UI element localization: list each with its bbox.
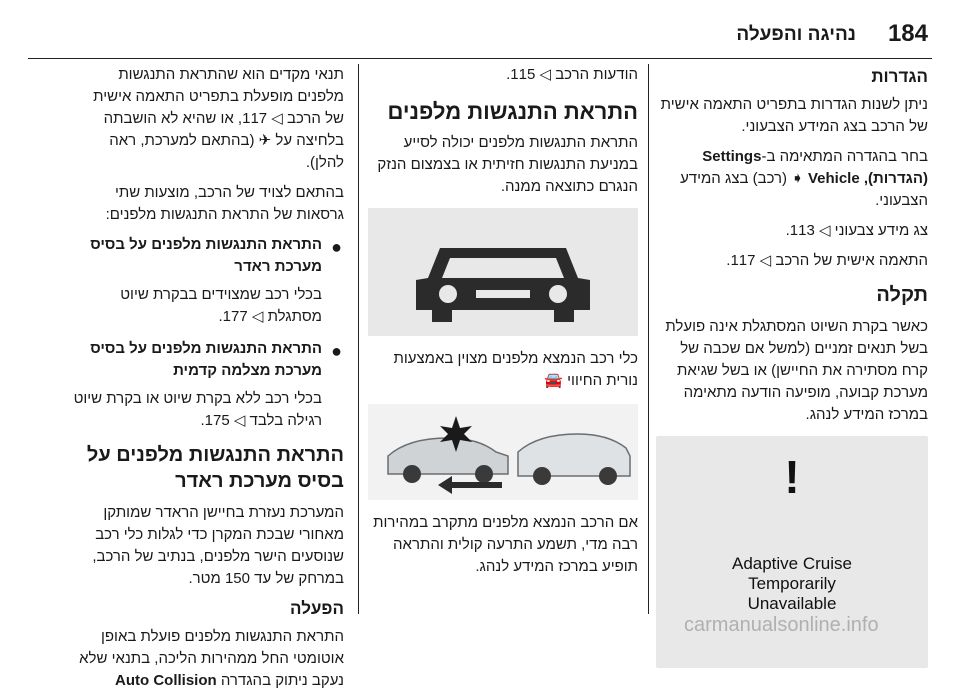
col3-intro	[72, 64, 344, 174]
list-item	[72, 234, 344, 328]
activation-heading: הפעלה	[290, 599, 344, 618]
collision-car-icon	[368, 404, 638, 500]
col2-body-3: אם הרכב הנמצא מלפנים מתקרב במהירות רבה מדי, תשמע התרעה קולית והתראה תופיע במרכז המידע לנהג.	[373, 514, 638, 575]
col2-body-1: התראת התנגשות מלפנים יכולה לסייע במניעת התנגשות חזיתית או בצמצום הנזק הנגרם כתוצאה ממנה.	[377, 134, 638, 195]
vehicle-ahead-icon-figure	[368, 208, 638, 336]
warning-mark: !	[784, 451, 800, 503]
col2-body-2	[368, 348, 638, 392]
fault-body: כאשר בקרת השיוט המסתגלת אינה פועלת בשל תנאים זמניים (למשל אם שכבה של קרח מסתירה את החיישן) או בשל שגיאת מערכת קבועה, מופיעה הודעה מתאימה במרכז המידע לנהג.	[665, 318, 928, 423]
watermark: carmanualsonline.info	[684, 614, 879, 636]
bullet-title: התראת התנגשות מלפנים על בסיס מערכת מצלמה קדמית	[90, 340, 322, 379]
column-left	[72, 64, 344, 700]
vehicle-label: (הגדרות), Vehicle	[807, 170, 928, 187]
page-number: 184	[887, 20, 928, 47]
col3-intro-end: (בהתאם למערכת, ראה להלן).	[109, 132, 344, 171]
car-indicator-icon: 🚘	[544, 372, 563, 389]
arrow-icon: ➧	[791, 170, 804, 187]
ref-personalization: התאמה אישית של הרכב ◁ 117.	[726, 252, 928, 269]
forward-collision-heading: התראת התנגשות מלפנים	[387, 99, 638, 124]
header-rule	[28, 58, 932, 59]
column-divider	[358, 64, 359, 614]
settings-heading: הגדרות	[871, 67, 928, 86]
auto-collision-label: Auto Collision	[115, 672, 217, 689]
display-line-1: Adaptive Cruise	[731, 554, 852, 573]
vehicle-ahead-icon	[368, 208, 638, 336]
col2-body-2-text: כלי רכב הנמצא מלפנים מצוין באמצעות נורית החיווי	[393, 350, 638, 389]
col3-body-1: בהתאם לצויד של הרכב, מוצעות שתי גרסאות של התראת התנגשות מלפנים:	[105, 184, 344, 223]
ref-color-display: צג מידע צבעוני ◁ 113.	[785, 222, 928, 239]
bullet-icon: ●	[331, 237, 342, 257]
col3-body-2: המערכת נעזרת בחיישן הראדר שמותקן מאחורי שבכת המקרן כדי לגלות כלי רכב שנוסעים הישר מלפנים, בנתיב של הרכב, במרחק של עד 150 מטר.	[92, 504, 344, 587]
select-prefix: בחר בהגדרה המתאימה ב-	[761, 148, 928, 165]
column-right	[656, 64, 928, 668]
display-message	[656, 554, 928, 614]
settings-word: Settings	[702, 148, 762, 165]
column-divider	[648, 64, 649, 614]
collision-alert-icon: ✈	[258, 132, 272, 149]
display-line-3: Unavailable	[747, 594, 837, 613]
settings-body: ניתן לשנות הגדרות בתפריט התאמה אישית של הרכב בצג המידע הצבעוני.	[660, 96, 928, 135]
bullet-text: בכלי רכב שמצוידים בבקרת שיוט מסתגלת ◁ 177.	[120, 286, 322, 325]
radar-section-heading: התראת התנגשות מלפנים על בסיס מערכת ראדר	[86, 444, 344, 492]
col3-body-3-text: התראת התנגשות מלפנים פועלת באופן אוטומטי החל ממהירות הליכה, בתנאי שלא נעקב ניתוק בהגדרה	[79, 628, 344, 689]
vehicle-suffix: (רכב) בצג המידע הצבעוני.	[680, 170, 928, 209]
bullet-icon: ●	[331, 341, 342, 361]
col3-intro-text: תנאי מקדים הוא שהתראת התנגשות מלפנים מופעלת בתפריט התאמה אישית של הרכב ◁ 117, או שהיא לא הושבתה בלחיצה על	[93, 66, 344, 149]
settings-select-line	[656, 146, 928, 212]
col3-body-3	[72, 626, 344, 692]
chapter-title: נהיגה והפעלה	[736, 24, 856, 45]
collision-illustration	[368, 404, 638, 500]
column-middle	[368, 64, 638, 586]
bullet-text: בכלי רכב ללא בקרת שיוט או בקרת שיוט רגילה בלבד ◁ 175.	[73, 390, 322, 429]
page-header	[28, 20, 928, 50]
list-item	[72, 338, 344, 432]
display-line-2: Temporarily	[748, 574, 836, 593]
bullet-title: התראת התנגשות מלפנים על בסיס מערכת ראדר	[90, 236, 322, 275]
fault-heading: תקלה	[876, 284, 928, 306]
col2-intro: הודעות הרכב ◁ 115.	[506, 66, 638, 83]
